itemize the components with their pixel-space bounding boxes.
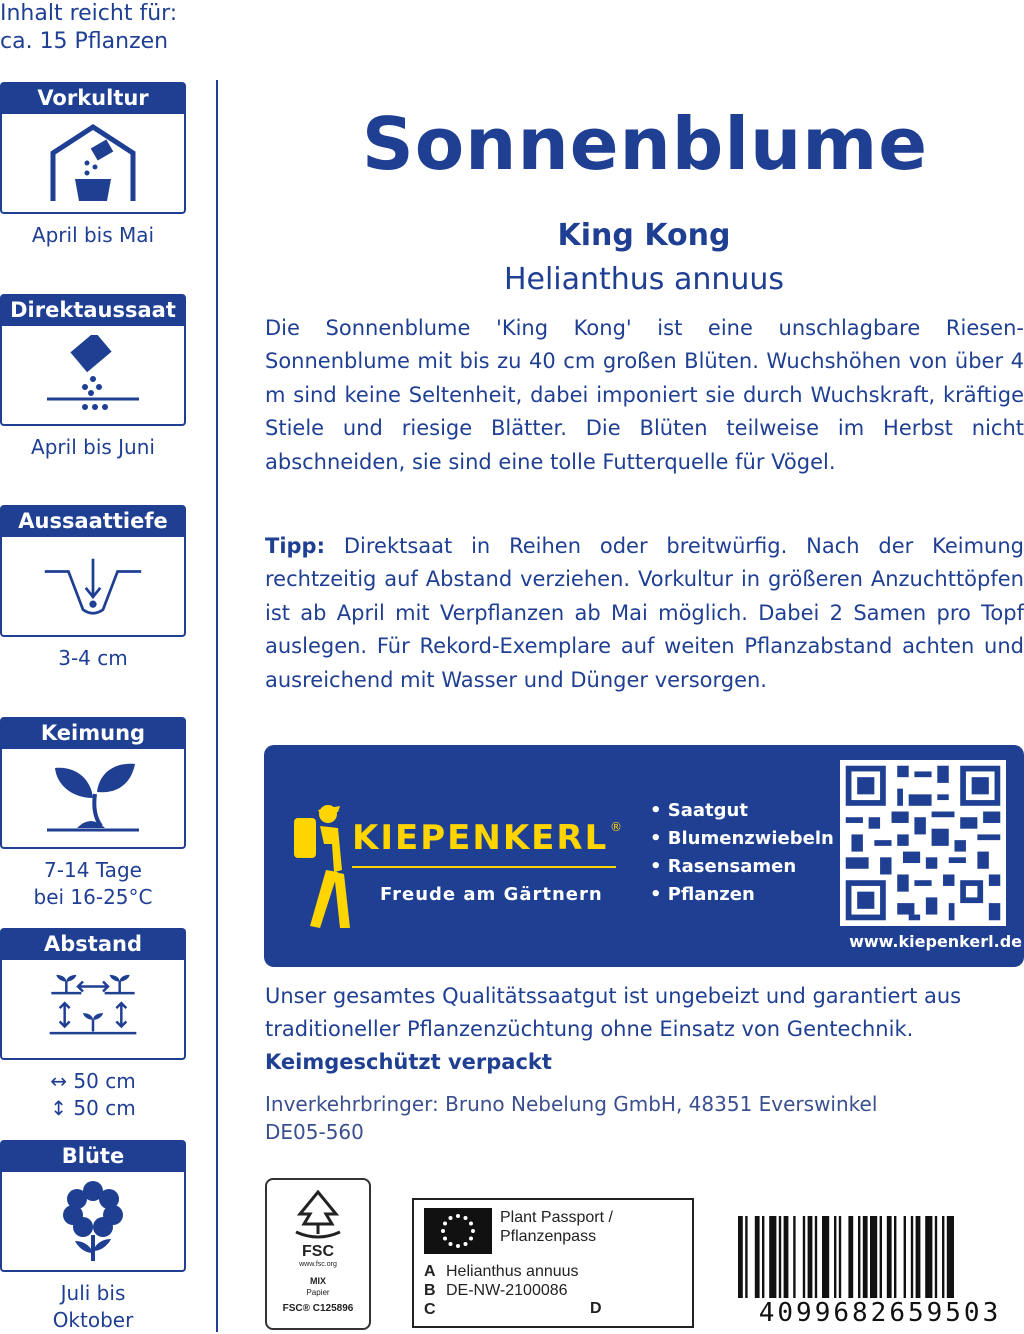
seed-quantity-label: Inhalt reicht für: [0,1,178,26]
card-value [0,1068,186,1122]
list-item: • Blumenzwiebeln [650,828,834,849]
card-title: Direktaussaat [0,294,186,326]
hiker-logo-icon [290,800,354,930]
product-name: Sonnenblume [361,102,929,186]
column-divider [216,80,218,1332]
card-title: Keimung [0,717,186,749]
distributor-code: DE05-560 [265,1120,364,1144]
card-value-line: Oktober [52,1308,134,1332]
field-value: Helianthus annuus [446,1263,579,1280]
card-value-line: April bis Mai [31,223,155,247]
fsc-label [265,1178,371,1330]
fsc-code: FSC® C125896 [282,1303,354,1314]
seed-quantity [0,0,210,56]
passport-fields [424,1262,579,1319]
card-icon-box [0,326,186,426]
fsc-site: www.fsc.org [299,1261,337,1268]
tip-label: Tipp: [265,534,325,558]
passport-field-b [424,1281,579,1300]
fsc-type: MIX [309,1276,326,1286]
field-key: C [424,1301,436,1318]
card-value-line: 3-4 cm [58,646,128,670]
flower-icon [43,1181,143,1261]
card-value-line: 7-14 Tage [44,858,142,882]
latin-name: Helianthus annuus [503,262,785,297]
card-title: Vorkultur [0,82,186,114]
card-value [0,645,186,672]
card-value-line: Juli bis [60,1281,126,1305]
card-abstand [0,928,186,1122]
spacing-icon [43,969,143,1049]
card-value-line: ↕ 50 cm [50,1096,136,1120]
greenhouse-sowing-icon [43,123,143,203]
card-title: Abstand [0,928,186,960]
direct-sowing-icon [43,335,143,415]
fsc-tree-icon [288,1188,348,1242]
card-bluete [0,1140,186,1334]
passport-title [500,1208,613,1246]
qr-code-icon[interactable] [840,760,1006,926]
card-icon-box [0,1172,186,1272]
quality-statement [265,980,1024,1079]
field-key: A [424,1263,436,1280]
card-title: Aussaattiefe [0,505,186,537]
passport-field-c [424,1300,579,1319]
quality-text: Unser gesamtes Qualitätssaatgut ist ungebeizt und garantiert aus traditioneller Pflanzenzüchtung ohne Einsatz von Gentechnik. [265,984,962,1041]
quality-strong: Keimgeschützt verpackt [265,1050,552,1074]
card-value [0,222,186,249]
card-vorkultur [0,82,186,249]
card-value-line: April bis Juni [31,435,155,459]
brand-name: KIEPENKERL [352,818,609,858]
registered-mark: ® [610,820,622,834]
list-item: • Pflanzen [650,884,755,905]
card-value [0,857,186,911]
card-icon-box [0,537,186,637]
website-link[interactable]: www.kiepenkerl.de [849,932,1022,951]
list-item: • Rasensamen [650,856,797,877]
services-list [650,797,834,909]
brand-underline [352,866,616,868]
distributor-info [265,1090,1024,1146]
card-title: Blüte [0,1140,186,1172]
tip-text: Direktsaat in Reihen oder breitwürfig. Nach der Keimung rechtzeitig auf Abstand verziehen. Vorkultur in größeren Anzuchttöpfen ist ab April mit Verpflanzen ab Mai möglich. Dabei 2 Samen pro Topf auslegen. Für Rekord-Exemplare auf weiten Pflanzabstand achten und ausreichend mit Wasser und Dünger versorgen. [265,534,1024,692]
sowing-depth-icon [43,546,143,626]
seedling-icon [43,758,143,838]
field-value: DE-NW-2100086 [446,1282,568,1299]
barcode-icon [736,1216,1024,1298]
barcode-number: 4099682659503 [758,1298,1002,1328]
card-value [0,434,186,461]
passport-field-a [424,1262,579,1281]
card-value [0,1280,186,1334]
tip-paragraph [265,530,1024,697]
passport-title-line: Pflanzenpass [500,1228,597,1245]
card-value-line: ↔ 50 cm [50,1069,136,1093]
distributor-line: Inverkehrbringer: Bruno Nebelung GmbH, 48351 Everswinkel [265,1092,878,1116]
card-direktaussaat [0,294,186,461]
fsc-logo: FSC [302,1243,334,1260]
card-icon-box [0,960,186,1060]
passport-field-d: D [590,1300,602,1317]
card-icon-box [0,114,186,214]
plant-passport [412,1198,694,1328]
list-item: • Saatgut [650,800,748,821]
variety-name: King Kong [557,218,731,253]
card-value-line: bei 16-25°C [33,885,153,909]
card-keimung [0,717,186,911]
card-aussaattiefe [0,505,186,672]
card-icon-box [0,749,186,849]
fsc-material: Papier [306,1288,330,1297]
eu-flag-icon [424,1208,492,1254]
field-key: B [424,1282,436,1299]
seed-quantity-value: ca. 15 Pflanzen [0,29,169,54]
passport-title-line: Plant Passport / [500,1209,613,1226]
brand-slogan: Freude am Gärtnern [380,884,603,905]
product-description: Die Sonnenblume 'King Kong' ist eine unschlagbare Riesen-Sonnenblume mit bis zu 40 cm großen Blüten. Wuchshöhen von über 4 m sind keine Seltenheit, dabei imponiert sie durch Wuchskraft, kräftige Stiele und riesige Blätter. Die Blüten teilweise im Herbst nicht abschneiden, sie sind eine tolle Futterquelle für Vögel. [265,316,1024,474]
